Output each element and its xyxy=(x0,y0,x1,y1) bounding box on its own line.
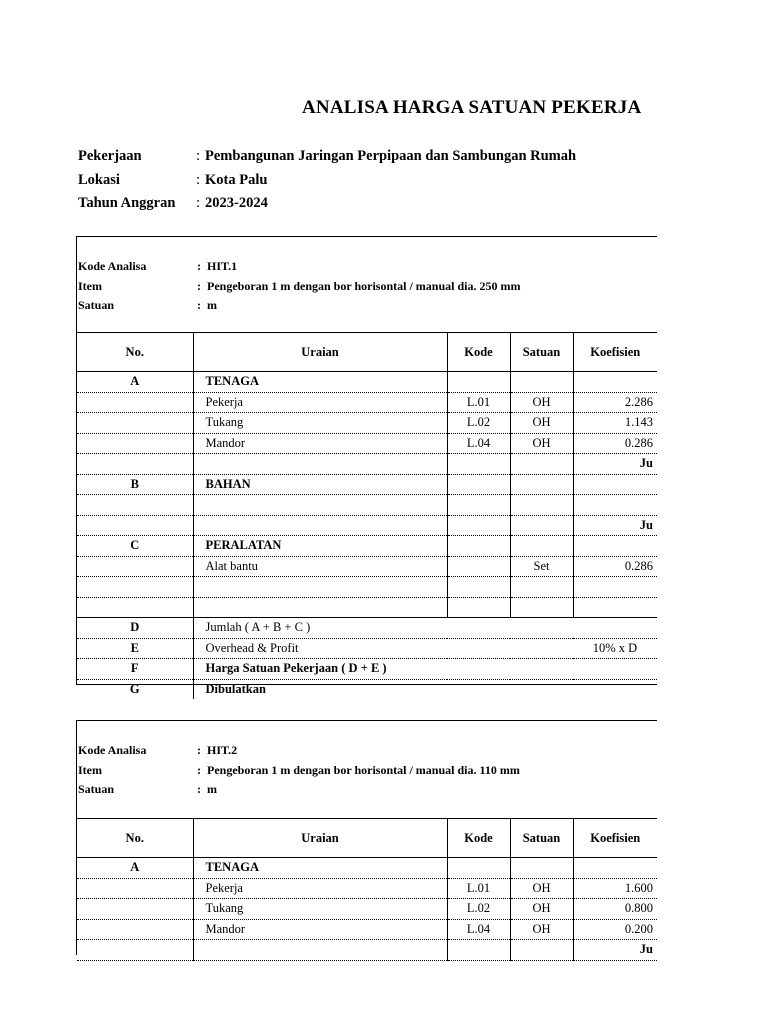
summary-no: E xyxy=(77,638,193,659)
section-name: TENAGA xyxy=(193,372,447,393)
row-koefisien: 0.286 xyxy=(573,556,657,577)
summary-no: D xyxy=(77,618,193,639)
row-kode xyxy=(447,556,510,577)
satuan-label: Satuan xyxy=(78,782,115,797)
col-uraian: Uraian xyxy=(193,333,447,372)
summary-no: F xyxy=(77,659,193,680)
summary-uraian: Jumlah ( A + B + C ) xyxy=(193,618,657,639)
kode-analisa-label: Kode Analisa xyxy=(78,743,147,758)
satuan-label: Satuan xyxy=(78,298,115,313)
item-row xyxy=(77,761,520,781)
row-satuan: OH xyxy=(510,433,573,454)
row-koefisien: 2.286 xyxy=(573,392,657,413)
section-name: TENAGA xyxy=(193,858,447,879)
table-row xyxy=(77,433,657,454)
summary-row-e xyxy=(77,638,657,659)
section-no: A xyxy=(77,858,193,879)
col-kode: Kode xyxy=(447,333,510,372)
analysis-table-2 xyxy=(77,818,657,961)
summary-uraian: Harga Satuan Pekerjaan ( D + E ) xyxy=(193,659,657,680)
table-row xyxy=(77,878,657,899)
table-row xyxy=(77,919,657,940)
section-no: C xyxy=(77,536,193,557)
separator: : xyxy=(197,743,201,758)
table-row xyxy=(77,413,657,434)
summary-note: 10% x D xyxy=(573,638,657,659)
jumlah-row xyxy=(77,940,657,961)
col-uraian: Uraian xyxy=(193,819,447,858)
item-row xyxy=(77,277,520,297)
row-koefisien: 0.200 xyxy=(573,919,657,940)
kode-analisa-label: Kode Analisa xyxy=(78,259,147,274)
table-header xyxy=(77,819,657,858)
section-row-tenaga xyxy=(77,372,657,393)
section-name: PERALATAN xyxy=(193,536,447,557)
row-kode: L.04 xyxy=(447,433,510,454)
item-label: Item xyxy=(78,278,102,293)
row-uraian: Tukang xyxy=(193,899,447,920)
lokasi-value: Kota Palu xyxy=(205,171,268,188)
table-row xyxy=(77,577,657,598)
col-no: No. xyxy=(77,819,193,858)
analysis-info-1 xyxy=(77,257,520,316)
item-value: Pengeboran 1 m dengan bor horisontal / manual dia. 110 mm xyxy=(207,762,520,777)
row-satuan: OH xyxy=(510,413,573,434)
separator: : xyxy=(197,762,201,777)
satuan-value: m xyxy=(207,782,217,797)
separator: : xyxy=(196,171,201,188)
row-uraian: Alat bantu xyxy=(193,556,447,577)
separator: : xyxy=(196,148,201,164)
satuan-value: m xyxy=(207,298,217,313)
separator: : xyxy=(197,298,201,313)
jumlah-label: Ju xyxy=(573,940,657,961)
table-row xyxy=(77,495,657,516)
row-koefisien: 0.800 xyxy=(573,899,657,920)
col-kode: Kode xyxy=(447,819,510,858)
row-kode: L.02 xyxy=(447,413,510,434)
jumlah-row xyxy=(77,515,657,536)
col-koefisien: Koefisien xyxy=(573,819,657,858)
pekerjaan-label: Pekerjaan xyxy=(78,148,142,164)
summary-row-g xyxy=(77,679,657,699)
row-kode: L.01 xyxy=(447,878,510,899)
col-koefisien: Koefisien xyxy=(573,333,657,372)
pekerjaan-value: Pembangunan Jaringan Perpipaan dan Sambungan Rumah xyxy=(205,148,577,164)
row-satuan: Set xyxy=(510,556,573,577)
section-no: A xyxy=(77,372,193,393)
tahun-value: 2023-2024 xyxy=(205,195,268,211)
summary-uraian: Overhead & Profit xyxy=(193,638,510,659)
jumlah-row xyxy=(77,454,657,475)
row-uraian: Pekerja xyxy=(193,878,447,899)
table-header xyxy=(77,333,657,372)
lokasi-row xyxy=(78,172,576,196)
row-uraian: Mandor xyxy=(193,433,447,454)
row-satuan: OH xyxy=(510,919,573,940)
satuan-row xyxy=(77,296,520,316)
kode-analisa-value: HIT.2 xyxy=(207,743,238,758)
satuan-row xyxy=(77,780,520,800)
separator: : xyxy=(197,782,201,797)
separator: : xyxy=(197,259,201,274)
row-satuan: OH xyxy=(510,878,573,899)
summary-uraian: Dibulatkan xyxy=(205,681,266,696)
pekerjaan-row xyxy=(78,148,576,172)
summary-row-f xyxy=(77,659,657,680)
row-uraian: Mandor xyxy=(193,919,447,940)
kode-analisa-value: HIT.1 xyxy=(207,259,238,274)
analysis-block-1 xyxy=(76,236,657,696)
section-name: BAHAN xyxy=(193,474,447,495)
row-satuan: OH xyxy=(510,899,573,920)
row-koefisien: 1.143 xyxy=(573,413,657,434)
row-kode: L.04 xyxy=(447,919,510,940)
section-row-tenaga xyxy=(77,858,657,879)
tahun-row xyxy=(78,195,576,219)
table-row xyxy=(77,597,657,618)
section-row-bahan xyxy=(77,474,657,495)
item-value: Pengeboran 1 m dengan bor horisontal / manual dia. 250 mm xyxy=(207,278,521,293)
lokasi-label: Lokasi xyxy=(78,171,120,188)
jumlah-label: Ju xyxy=(573,454,657,475)
row-uraian: Pekerja xyxy=(193,392,447,413)
tahun-label: Tahun Anggran xyxy=(78,195,176,211)
summary-no: G xyxy=(77,679,193,699)
analysis-table-1 xyxy=(77,332,657,699)
col-satuan: Satuan xyxy=(510,819,573,858)
table-row xyxy=(77,556,657,577)
table-row xyxy=(77,899,657,920)
summary-row-d xyxy=(77,618,657,639)
row-kode: L.01 xyxy=(447,392,510,413)
section-no: B xyxy=(77,474,193,495)
project-info xyxy=(78,148,576,219)
kode-analisa-row xyxy=(77,741,520,761)
row-koefisien: 1.600 xyxy=(573,878,657,899)
col-no: No. xyxy=(77,333,193,372)
row-satuan: OH xyxy=(510,392,573,413)
section-row-peralatan xyxy=(77,536,657,557)
table-row xyxy=(77,392,657,413)
jumlah-label: Ju xyxy=(573,515,657,536)
kode-analisa-row xyxy=(77,257,520,277)
row-kode: L.02 xyxy=(447,899,510,920)
col-satuan: Satuan xyxy=(510,333,573,372)
separator: : xyxy=(196,195,201,211)
analysis-block-2 xyxy=(76,720,657,955)
item-label: Item xyxy=(78,762,102,777)
page-title: ANALISA HARGA SATUAN PEKERJA xyxy=(302,97,642,118)
analysis-info-2 xyxy=(77,741,520,800)
separator: : xyxy=(197,278,201,293)
row-koefisien: 0.286 xyxy=(573,433,657,454)
row-uraian: Tukang xyxy=(193,413,447,434)
